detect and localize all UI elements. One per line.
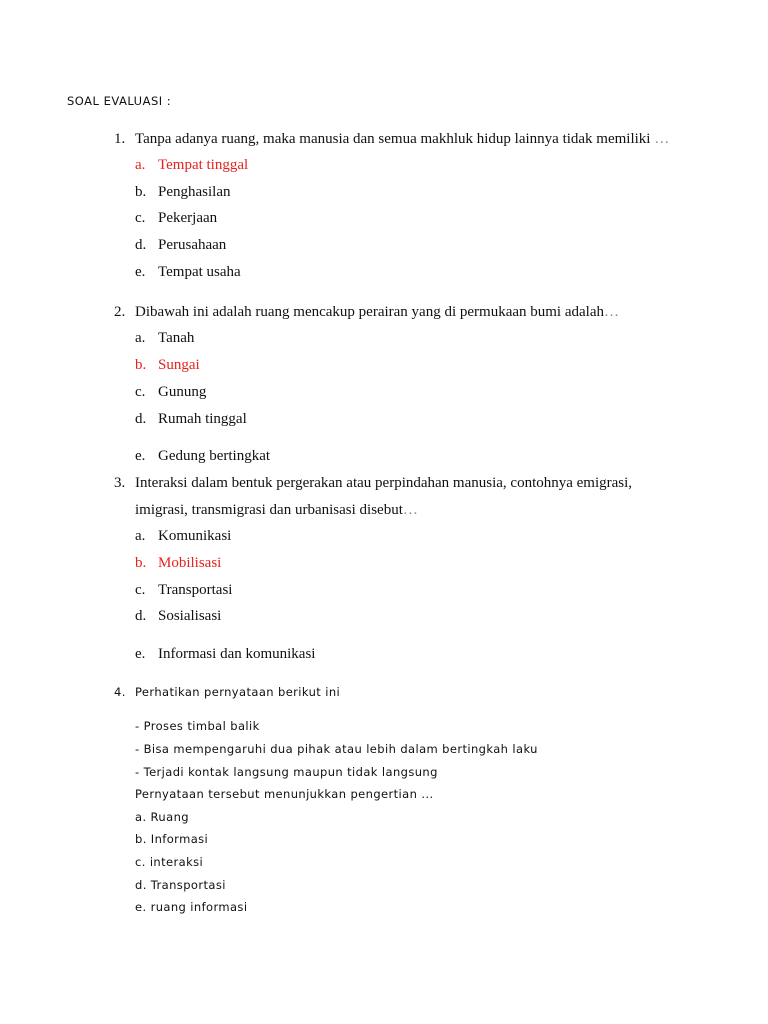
option-label: b. xyxy=(135,357,147,373)
q3-option-a xyxy=(135,528,231,545)
option-text: Rumah tinggal xyxy=(158,411,247,427)
option-label: b. xyxy=(135,184,147,200)
q1-option-b xyxy=(135,184,231,201)
option-text: Transportasi xyxy=(158,582,233,598)
question-number: 4. xyxy=(114,685,126,699)
q4-option-b: b. Informasi xyxy=(135,832,209,846)
statement-1: - Proses timbal balik xyxy=(135,719,260,733)
question-text: Tanpa adanya ruang, maka manusia dan semua makhluk hidup lainnya tidak memiliki xyxy=(135,131,651,147)
q1-option-c xyxy=(135,210,217,227)
question-number: 3. xyxy=(114,475,126,491)
option-text: Tanah xyxy=(158,330,195,346)
q1-option-a xyxy=(135,157,248,174)
question-text: Dibawah ini adalah ruang mencakup perairan yang di permukaan bumi adalah xyxy=(135,304,604,320)
option-label: d. xyxy=(135,608,147,624)
q2-option-c xyxy=(135,384,206,401)
question-text: Interaksi dalam bentuk pergerakan atau perpindahan manusia, contohnya emigrasi, xyxy=(135,475,633,491)
option-text: Mobilisasi xyxy=(158,555,222,571)
statement-3: - Terjadi kontak langsung maupun tidak langsung xyxy=(135,765,438,779)
question-1 xyxy=(114,131,669,148)
q3-option-e xyxy=(135,646,315,663)
option-text: Informasi dan komunikasi xyxy=(158,646,316,662)
question-number: 2. xyxy=(114,304,126,320)
question-number: 1. xyxy=(114,131,126,147)
option-label: d. xyxy=(135,237,147,253)
q3-option-c xyxy=(135,582,232,599)
statement-2: - Bisa mempengaruhi dua pihak atau lebih dalam bertingkah laku xyxy=(135,742,538,756)
option-text: Pekerjaan xyxy=(158,210,218,226)
option-label: e. xyxy=(135,264,146,280)
option-label: c. xyxy=(135,582,146,598)
question-text: imigrasi, transmigrasi dan urbanisasi disebut xyxy=(135,502,403,518)
q4-option-a: a. Ruang xyxy=(135,810,189,824)
option-text: Gedung bertingkat xyxy=(158,448,271,464)
q3-option-d xyxy=(135,608,221,625)
question-4-text: Perhatikan pernyataan berikut ini xyxy=(135,685,341,699)
option-label: a. xyxy=(135,157,146,173)
question-3-continued xyxy=(135,502,418,519)
option-text: Sosialisasi xyxy=(158,608,222,624)
option-label: e. xyxy=(135,646,146,662)
question-4-prompt: Pernyataan tersebut menunjukkan pengertian ... xyxy=(135,787,434,801)
question-2 xyxy=(114,304,619,321)
q3-option-b xyxy=(135,555,221,572)
option-label: a. xyxy=(135,528,146,544)
q4-option-c: c. interaksi xyxy=(135,855,204,869)
ellipsis: … xyxy=(654,131,670,147)
option-text: Perusahaan xyxy=(158,237,227,253)
page-title: SOAL EVALUASI : xyxy=(67,94,172,108)
q4-option-e: e. ruang informasi xyxy=(135,900,248,914)
option-text: Gunung xyxy=(158,384,207,400)
ellipsis: … xyxy=(603,304,619,320)
q1-option-e xyxy=(135,264,241,281)
option-label: a. xyxy=(135,330,146,346)
q2-option-d xyxy=(135,411,247,428)
option-text: Penghasilan xyxy=(158,184,231,200)
q2-option-b xyxy=(135,357,200,374)
option-text: Tempat usaha xyxy=(158,264,241,280)
option-label: b. xyxy=(135,555,147,571)
option-label: d. xyxy=(135,411,147,427)
option-text: Sungai xyxy=(158,357,200,373)
q2-option-a xyxy=(135,330,194,347)
question-3 xyxy=(114,475,632,492)
q2-option-e xyxy=(135,448,270,465)
option-text: Komunikasi xyxy=(158,528,232,544)
option-label: c. xyxy=(135,384,146,400)
ellipsis: … xyxy=(402,502,418,518)
option-label: c. xyxy=(135,210,146,226)
option-label: e. xyxy=(135,448,146,464)
q4-option-d: d. Transportasi xyxy=(135,878,226,892)
option-text: Tempat tinggal xyxy=(158,157,249,173)
q1-option-d xyxy=(135,237,226,254)
